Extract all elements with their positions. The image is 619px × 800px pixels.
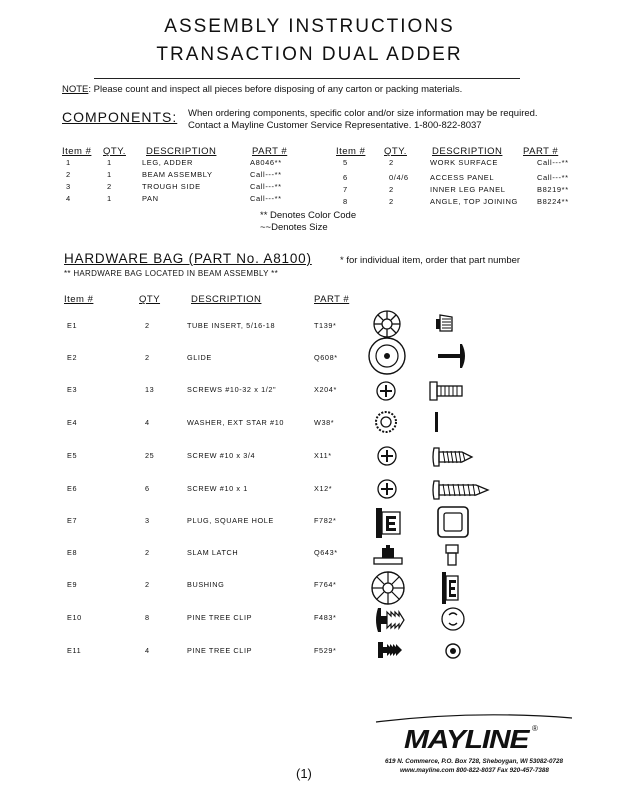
component-left-item: 3 (66, 182, 71, 191)
component-left-item: 2 (66, 170, 71, 179)
tube-insert-side-icon (434, 311, 456, 335)
component-right-item: 7 (343, 185, 348, 194)
title-line-1: ASSEMBLY INSTRUCTIONS (164, 16, 455, 37)
component-left-part: A8046** (250, 158, 282, 167)
hardware-individual-note: * for individual item, order that part number (340, 255, 521, 266)
hardware-desc: SCREW #10 x 3/4 (187, 451, 256, 460)
component-left-item: 1 (66, 158, 71, 167)
color-code-legend: ** Denotes Color Code (260, 210, 357, 221)
hw-header-desc: DESCRIPTION (191, 294, 262, 305)
footer-swoosh (374, 712, 574, 724)
hardware-desc: BUSHING (187, 580, 225, 589)
wood-screw-long-side-icon (432, 479, 490, 501)
component-right-part: Call---** (537, 158, 569, 167)
wood-screw-icon (376, 445, 398, 467)
component-right-desc: ANGLE, TOP JOINING (430, 197, 518, 206)
comp-header-qty: QTY. (103, 146, 126, 157)
hardware-desc: WASHER, EXT STAR #10 (187, 418, 285, 427)
component-right-qty: 0/4/6 (389, 173, 409, 182)
hardware-item: E11 (67, 646, 82, 655)
hardware-part: X12* (314, 484, 333, 493)
hardware-qty: 4 (145, 418, 150, 427)
component-left-qty: 1 (107, 158, 112, 167)
divider (94, 78, 520, 79)
component-right-qty: 2 (389, 197, 394, 206)
note (62, 84, 462, 95)
title-line-2: TRANSACTION DUAL ADDER (156, 44, 463, 65)
hardware-qty: 2 (145, 321, 150, 330)
footer-address: 619 N. Commerce, P.O. Box 728, Sheboygan, WI 53082-0728 (385, 758, 564, 765)
component-right-desc: INNER LEG PANEL (430, 185, 506, 194)
hardware-part: W38* (314, 418, 335, 427)
footer-web: www.mayline.com 800-822-8037 Fax 920-457-7388 (400, 767, 549, 774)
component-left-item: 4 (66, 194, 71, 203)
hardware-item: E10 (67, 613, 82, 622)
component-right-part: B8219** (537, 185, 569, 194)
comp-header-part-right: PART # (523, 146, 559, 157)
hardware-qty: 13 (145, 385, 155, 394)
hardware-part: Q608* (314, 353, 338, 362)
comp-header-qty-right: QTY. (384, 146, 407, 157)
component-left-qty: 1 (107, 194, 112, 203)
hardware-qty: 8 (145, 613, 150, 622)
hardware-desc: PLUG, SQUARE HOLE (187, 516, 274, 525)
hardware-qty: 25 (145, 451, 155, 460)
comp-header-desc: DESCRIPTION (146, 146, 217, 157)
component-right-qty: 2 (389, 158, 394, 167)
hardware-part: T139* (314, 321, 337, 330)
component-left-desc: PAN (142, 194, 159, 203)
comp-header-item-right: Item # (336, 146, 366, 157)
component-left-part: Call---** (250, 182, 282, 191)
glide-icon (367, 336, 407, 376)
hardware-item: E6 (67, 484, 78, 493)
hw-header-part: PART # (314, 294, 350, 305)
component-left-qty: 1 (107, 170, 112, 179)
component-right-item: 5 (343, 158, 348, 167)
hardware-qty: 4 (145, 646, 150, 655)
star-washer-icon (374, 410, 398, 434)
hw-header-qty: QTY (139, 294, 161, 305)
hardware-part: X11* (314, 451, 332, 460)
component-left-desc: LEG, ADDER (142, 158, 194, 167)
hardware-item: E8 (67, 548, 78, 557)
hardware-desc: GLIDE (187, 353, 212, 362)
hardware-item: E3 (67, 385, 78, 394)
registered-mark-icon: ® (532, 724, 538, 733)
hardware-part: F782* (314, 516, 337, 525)
wood-screw-long-icon (376, 478, 398, 500)
comp-header-desc-right: DESCRIPTION (432, 146, 503, 157)
hardware-desc: PINE TREE CLIP (187, 613, 253, 622)
pine-tree-clip-side-icon (374, 606, 408, 634)
hardware-qty: 6 (145, 484, 150, 493)
slam-latch-icon (372, 544, 404, 568)
hardware-item: E1 (67, 321, 78, 330)
pine-tree-clip-small-side-icon (376, 640, 406, 660)
component-right-item: 6 (343, 173, 348, 182)
square-plug-side-icon (374, 506, 404, 540)
hardware-location-note: ** HARDWARE BAG LOCATED IN BEAM ASSEMBLY ** (64, 269, 278, 278)
component-left-qty: 2 (107, 182, 112, 191)
square-plug-icon (436, 505, 470, 539)
component-left-part: Call---** (250, 170, 282, 179)
hardware-part: F764* (314, 580, 337, 589)
hardware-part: Q643* (314, 548, 338, 557)
machine-screw-side-icon (428, 380, 464, 402)
comp-header-item: Item # (62, 146, 92, 157)
hardware-part: F529* (314, 646, 337, 655)
hardware-desc: SCREW #10 x 1 (187, 484, 248, 493)
size-legend: ~~Denotes Size (260, 222, 328, 233)
hardware-item: E2 (67, 353, 78, 362)
comp-header-part: PART # (252, 146, 288, 157)
note-text: : Please count and inspect all pieces before disposing of any carton or packing materials. (88, 84, 463, 95)
pine-tree-clip-small-icon (444, 642, 462, 660)
bushing-icon (370, 570, 406, 606)
hardware-item: E7 (67, 516, 78, 525)
hardware-qty: 2 (145, 548, 150, 557)
component-right-qty: 2 (389, 185, 394, 194)
component-left-desc: TROUGH SIDE (142, 182, 201, 191)
hardware-heading: HARDWARE BAG (PART No. A8100) (64, 251, 312, 266)
glide-side-icon (436, 342, 472, 370)
components-info-1: When ordering components, specific color and/or size information may be required. (188, 108, 538, 119)
hardware-part: F483* (314, 613, 337, 622)
hardware-desc: SLAM LATCH (187, 548, 239, 557)
component-right-item: 8 (343, 197, 348, 206)
component-right-desc: ACCESS PANEL (430, 173, 495, 182)
mayline-logo: MAYLINE (404, 724, 529, 754)
tube-insert-icon (372, 309, 402, 339)
slam-latch-side-icon (444, 543, 460, 567)
hardware-item: E9 (67, 580, 78, 589)
hardware-qty: 2 (145, 580, 150, 589)
hardware-part: X204* (314, 385, 337, 394)
machine-screw-icon (375, 380, 397, 402)
note-label: NOTE (62, 84, 89, 95)
component-right-part: Call---** (537, 173, 569, 182)
components-heading: COMPONENTS: (62, 109, 178, 125)
hardware-qty: 2 (145, 353, 150, 362)
page-number: (1) (296, 766, 312, 781)
hardware-item: E5 (67, 451, 78, 460)
hardware-item: E4 (67, 418, 78, 427)
hardware-qty: 3 (145, 516, 150, 525)
component-left-part: Call---** (250, 194, 282, 203)
hardware-desc: TUBE INSERT, 5/16-18 (187, 321, 276, 330)
bushing-side-icon (440, 570, 462, 606)
component-left-desc: BEAM ASSEMBLY (142, 170, 213, 179)
pine-tree-clip-icon (440, 606, 466, 632)
component-right-part: B8224** (537, 197, 569, 206)
star-washer-side-icon (434, 412, 440, 432)
component-right-desc: WORK SURFACE (430, 158, 499, 167)
hw-header-item: Item # (64, 294, 94, 305)
wood-screw-side-icon (432, 446, 474, 468)
hardware-desc: SCREWS #10-32 x 1/2" (187, 385, 277, 394)
hardware-desc: PINE TREE CLIP (187, 646, 253, 655)
components-info-2: Contact a Mayline Customer Service Representative. 1-800-822-8037 (188, 120, 482, 131)
